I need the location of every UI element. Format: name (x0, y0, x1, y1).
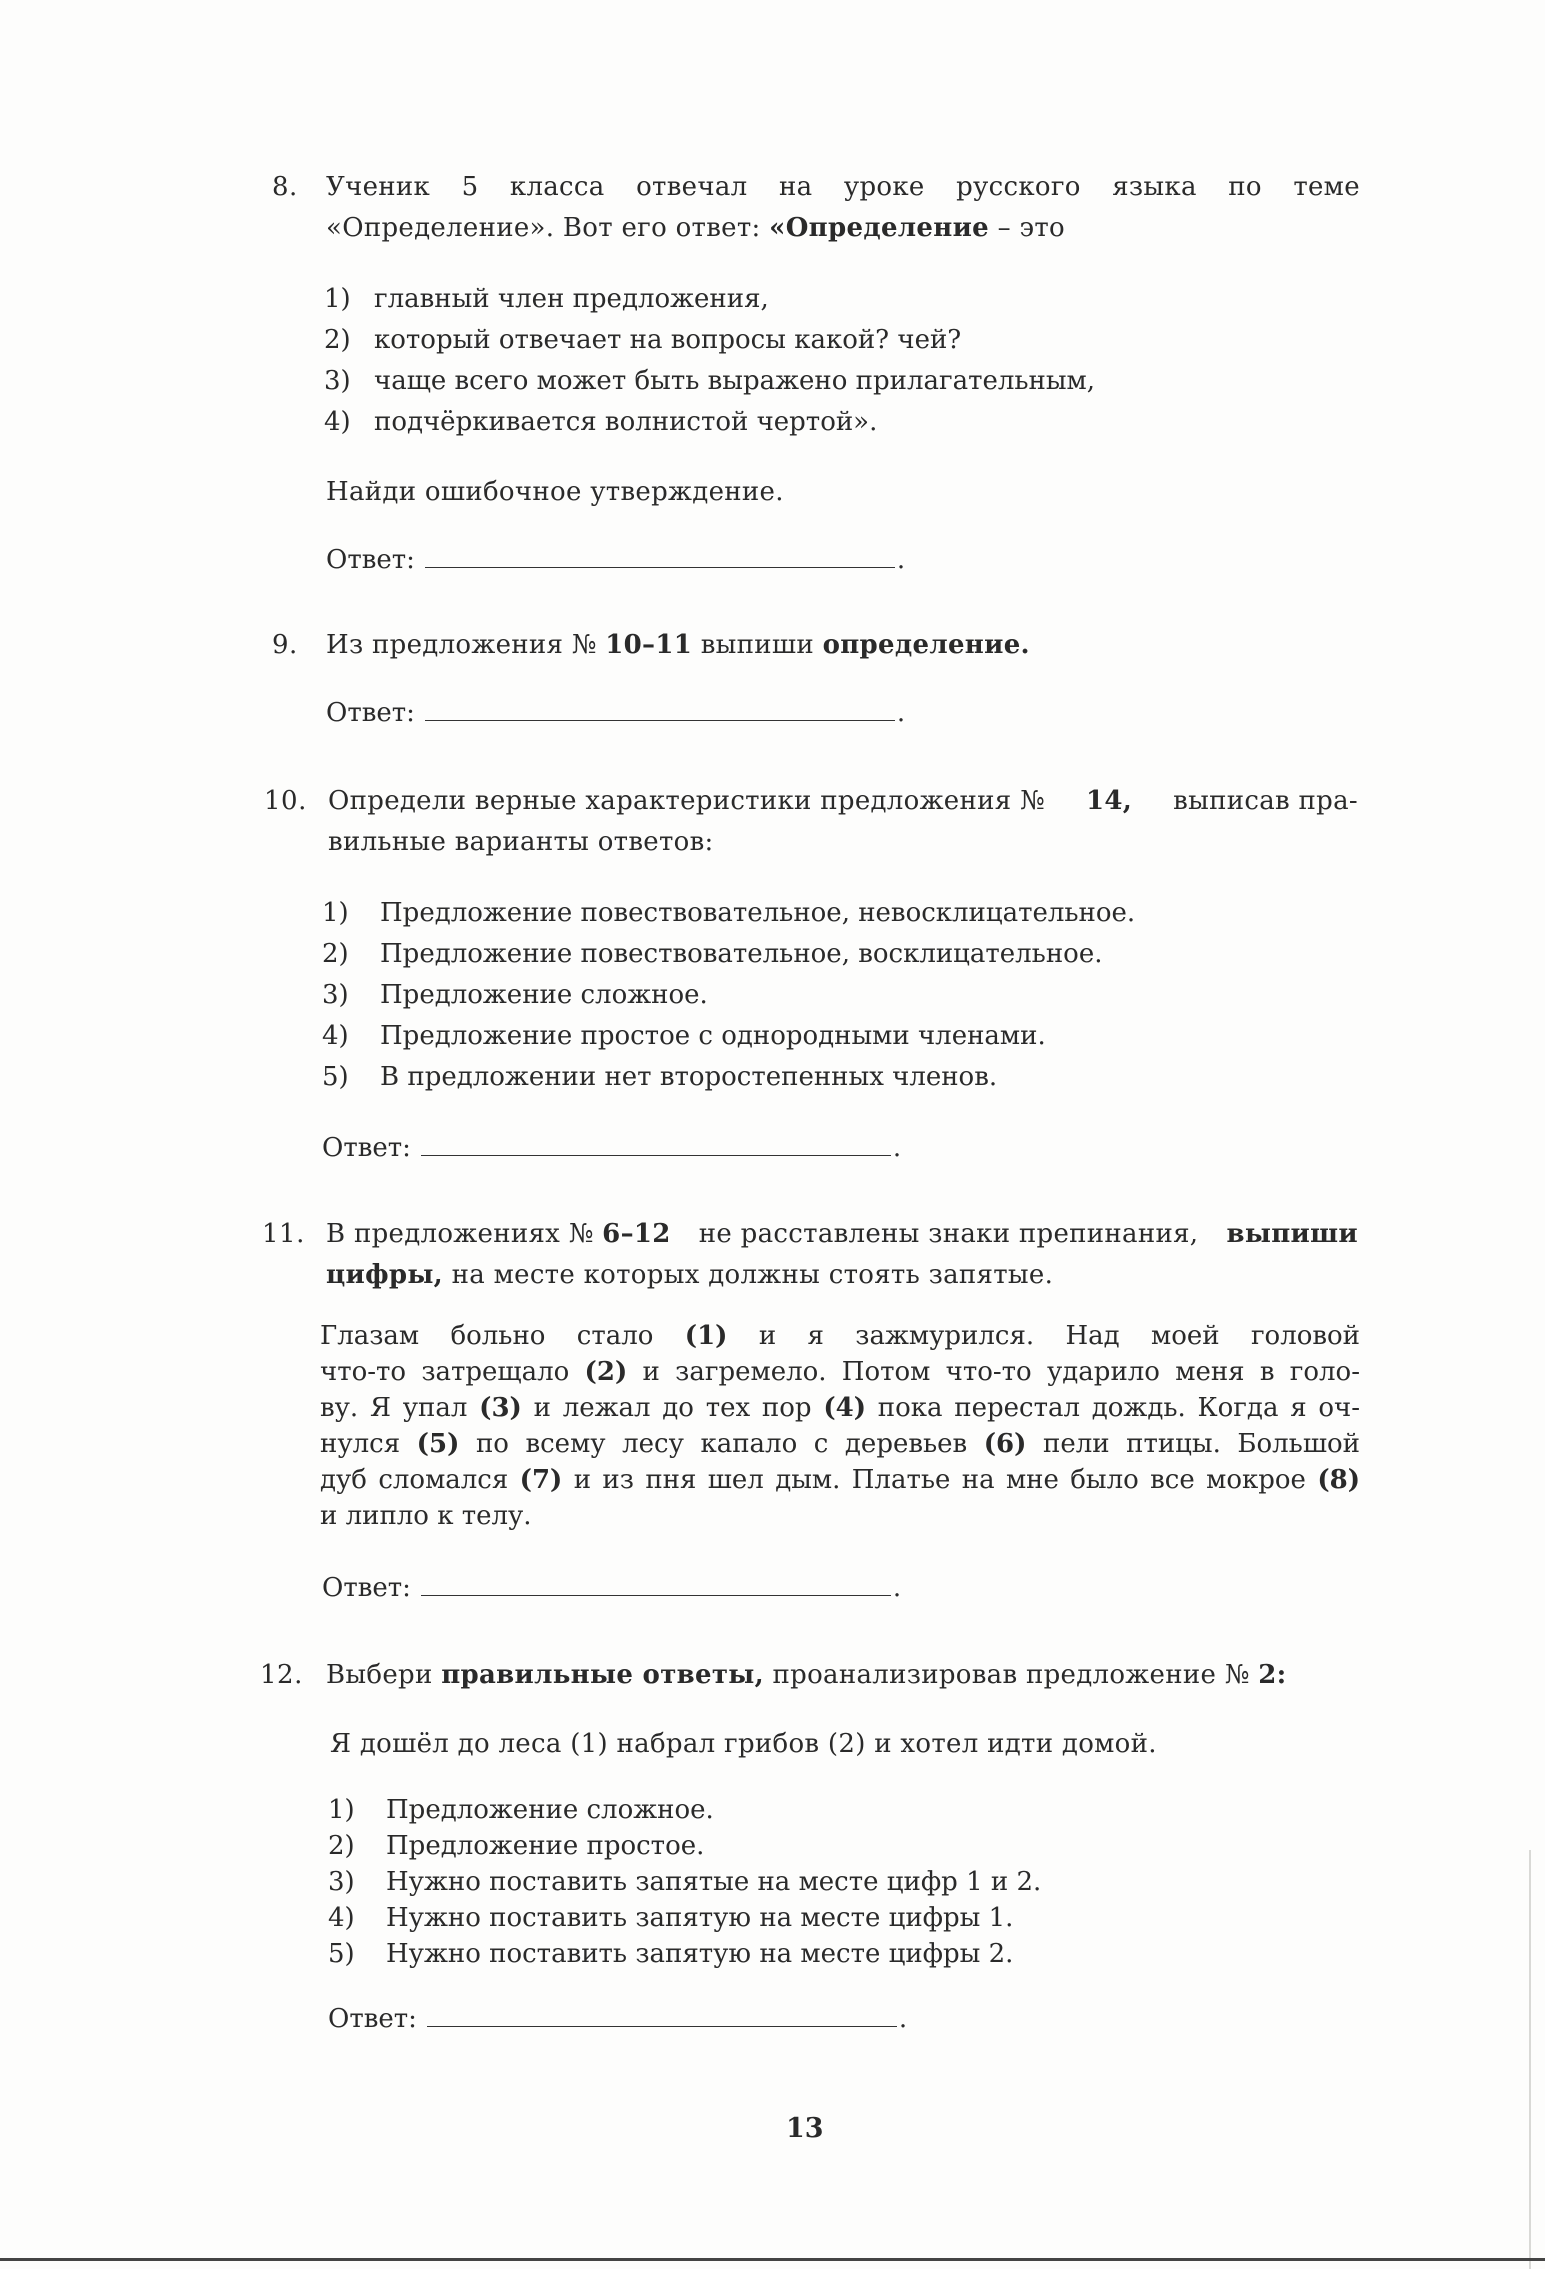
q8-word: языка (1112, 172, 1197, 202)
answer-blank[interactable] (425, 698, 895, 721)
q8-word: теме (1293, 172, 1360, 202)
option-text: чаще всего может быть выражено прилагательным, (374, 366, 1096, 396)
q9-number: 9. (272, 630, 298, 660)
q12-number: 12. (260, 1660, 303, 1690)
q11-line1-text: В предложениях № (326, 1219, 603, 1249)
option-number: 2) (328, 1831, 355, 1861)
q12-answer[interactable] (328, 2004, 907, 2034)
passage-line: нулся (5) по всему лесу капало с деревьев (6) пели птицы. Большой (320, 1429, 1360, 1459)
option-text: Предложение сложное. (386, 1795, 714, 1825)
option-number: 3) (324, 366, 351, 396)
passage-line: дуб сломался (7) и из пня шел дым. Платье на мне было все мокрое (8) (320, 1465, 1361, 1495)
q12-option-4 (328, 1903, 1013, 1933)
answer-end: . (896, 698, 906, 728)
option-text: Нужно поставить запятую на месте цифры 1. (386, 1903, 1014, 1933)
answer-end: . (896, 545, 906, 575)
q10-line1 (328, 786, 1358, 816)
q10-option-2 (322, 939, 1102, 969)
answer-label: Ответ: (322, 1573, 411, 1603)
passage-line: что-то затрещало (2) и загремело. Потом что-то ударило меня в голо- (320, 1357, 1360, 1387)
q10-option-5 (322, 1062, 997, 1092)
q12-option-3 (328, 1867, 1041, 1897)
q8-task: Найди ошибочное утверждение. (326, 477, 784, 507)
answer-end: . (898, 2004, 908, 2034)
q8-word: класса (509, 172, 605, 202)
q9-bold-term: определение. (822, 630, 1030, 660)
page-bottom-border (0, 2258, 1545, 2261)
q12-line1-text: Выбери (326, 1660, 442, 1690)
answer-label: Ответ: (326, 698, 415, 728)
q8-word: уроке (843, 172, 925, 202)
option-text: Нужно поставить запятые на месте цифр 1 и 2. (386, 1867, 1042, 1897)
q12-line1 (326, 1660, 1287, 1690)
answer-label: Ответ: (322, 1133, 411, 1163)
option-number: 2) (324, 325, 351, 355)
q9-text-start: Из предложения № (326, 630, 606, 660)
option-text: В предложении нет второстепенных членов. (380, 1062, 998, 1092)
q10-option-3 (322, 980, 708, 1010)
option-number: 4) (322, 1021, 349, 1051)
option-number: 2) (322, 939, 349, 969)
q8-line2 (326, 213, 1065, 243)
option-text: Предложение простое с однородными членами. (380, 1021, 1046, 1051)
option-number: 3) (322, 980, 349, 1010)
q10-option-4 (322, 1021, 1046, 1051)
option-text: Предложение сложное. (380, 980, 708, 1010)
q8-option-2 (324, 325, 961, 355)
answer-blank[interactable] (421, 1573, 891, 1596)
q8-option-1 (324, 284, 769, 314)
answer-blank[interactable] (425, 545, 895, 568)
q9-text-mid: выпиши (692, 630, 823, 660)
q8-word: на (778, 172, 813, 202)
passage-line: Глазам больно стало (1) и я зажмурился. Над моей головой (320, 1321, 1361, 1351)
option-text: который отвечает на вопросы какой? чей? (374, 325, 962, 355)
q8-word: по (1228, 172, 1262, 202)
q10-number: 10. (264, 786, 307, 816)
q11-line1-mid: не расставлены знаки препинания, (698, 1219, 1199, 1249)
q8-word: отвечал (636, 172, 748, 202)
q10-answer[interactable] (322, 1133, 901, 1163)
q11-line2-bold: цифры, (326, 1260, 444, 1290)
q8-number: 8. (272, 172, 298, 202)
passage-line: ву. Я упал (3) и лежал до тех пор (4) пока перестал дождь. Когда я оч- (320, 1393, 1361, 1423)
option-number: 5) (328, 1939, 355, 1969)
option-text: главный член предложения, (374, 284, 769, 314)
q11-line1-range: 6–12 (602, 1219, 671, 1249)
answer-label: Ответ: (328, 2004, 417, 2034)
passage-line: и липло к телу. (320, 1501, 532, 1531)
q12-option-2 (328, 1831, 704, 1861)
q11-line1 (326, 1219, 1358, 1249)
q12-line1-number: 2: (1258, 1660, 1287, 1690)
q11-line2 (326, 1260, 1053, 1290)
option-number: 4) (328, 1903, 355, 1933)
option-number: 1) (324, 284, 351, 314)
q10-line1-tail: выписав пра- (1173, 786, 1358, 816)
answer-blank[interactable] (421, 1133, 891, 1156)
option-number: 1) (328, 1795, 355, 1825)
q9-answer[interactable] (326, 698, 905, 728)
q8-option-3 (324, 366, 1095, 396)
q12-sentence: Я дошёл до леса (1) набрал грибов (2) и хотел идти домой. (330, 1729, 1157, 1759)
answer-blank[interactable] (427, 2004, 897, 2027)
q8-word: Ученик (326, 172, 431, 202)
answer-end: . (892, 1133, 902, 1163)
q11-answer[interactable] (322, 1573, 901, 1603)
option-text: Предложение повествовательное, восклицательное. (380, 939, 1103, 969)
q12-option-5 (328, 1939, 1013, 1969)
option-text: Предложение повествовательное, невосклицательное. (380, 898, 1136, 928)
q12-option-1 (328, 1795, 714, 1825)
q9-bold-range: 10–11 (605, 630, 693, 660)
q8-option-4 (324, 407, 877, 437)
q8-line2-bold: «Определение (769, 213, 990, 243)
q8-line1 (326, 172, 1360, 202)
q8-word: 5 (461, 172, 479, 202)
option-number: 4) (324, 407, 351, 437)
page-edge-shadow (1529, 1850, 1531, 2269)
q11-passage (320, 1318, 1360, 1534)
option-text: подчёркивается волнистой чертой». (374, 407, 878, 437)
q12-line1-bold: правильные ответы, (441, 1660, 764, 1690)
option-text: Нужно поставить запятую на месте цифры 2. (386, 1939, 1014, 1969)
q11-line1-bold: выпиши (1226, 1219, 1358, 1249)
q10-line1-bold: 14, (1085, 786, 1133, 816)
q8-answer[interactable] (326, 545, 905, 575)
q8-line2-text: «Определение». Вот его ответ: (326, 213, 770, 243)
answer-end: . (892, 1573, 902, 1603)
option-number: 5) (322, 1062, 349, 1092)
q9-text (326, 630, 1030, 660)
option-text: Предложение простое. (386, 1831, 705, 1861)
option-number: 3) (328, 1867, 355, 1897)
answer-label: Ответ: (326, 545, 415, 575)
option-number: 1) (322, 898, 349, 928)
q11-line2-text: на месте которых должны стоять запятые. (443, 1260, 1054, 1290)
q8-word: русского (956, 172, 1081, 202)
q8-line2-tail: – это (989, 213, 1065, 243)
q12-line1-mid: проанализировав предложение № (763, 1660, 1259, 1690)
q10-option-1 (322, 898, 1135, 928)
q10-line2: вильные варианты ответов: (328, 827, 714, 857)
page-number: 13 (786, 2113, 824, 2144)
q11-number: 11. (262, 1219, 305, 1249)
q10-line1-text: Определи верные характеристики предложения № (328, 786, 1045, 816)
